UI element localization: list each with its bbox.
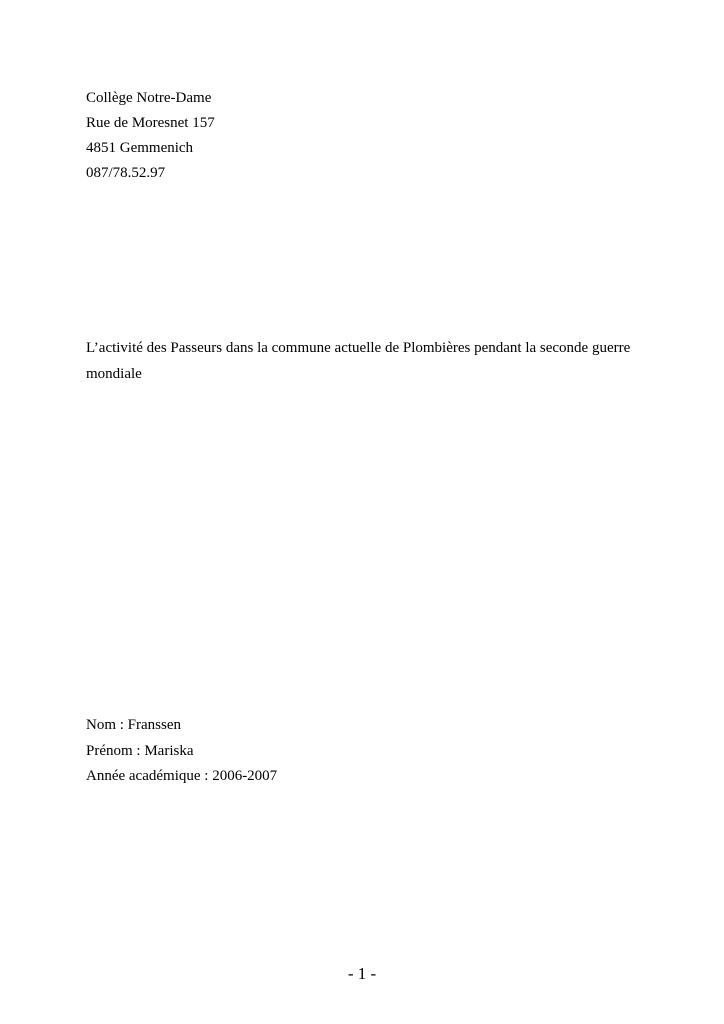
student-firstname: Prénom : Mariska xyxy=(86,742,194,759)
title-line-2: mondiale xyxy=(86,365,142,382)
academic-year: Année académique : 2006-2007 xyxy=(86,768,278,784)
student-name: Nom : Franssen xyxy=(86,717,181,733)
school-name: Collège Notre-Dame xyxy=(86,90,212,106)
page-number: - 1 - xyxy=(347,964,377,983)
school-city: 4851 Gemmenich xyxy=(86,140,194,156)
school-street: Rue de Moresnet 157 xyxy=(86,115,215,131)
title-line-1: L’activité des Passeurs dans la commune actuelle de Plombières pendant la seconde guerre xyxy=(86,340,631,356)
school-phone: 087/78.52.97 xyxy=(86,165,166,181)
document-title xyxy=(86,336,646,387)
school-address xyxy=(86,86,215,186)
student-info xyxy=(86,713,277,790)
